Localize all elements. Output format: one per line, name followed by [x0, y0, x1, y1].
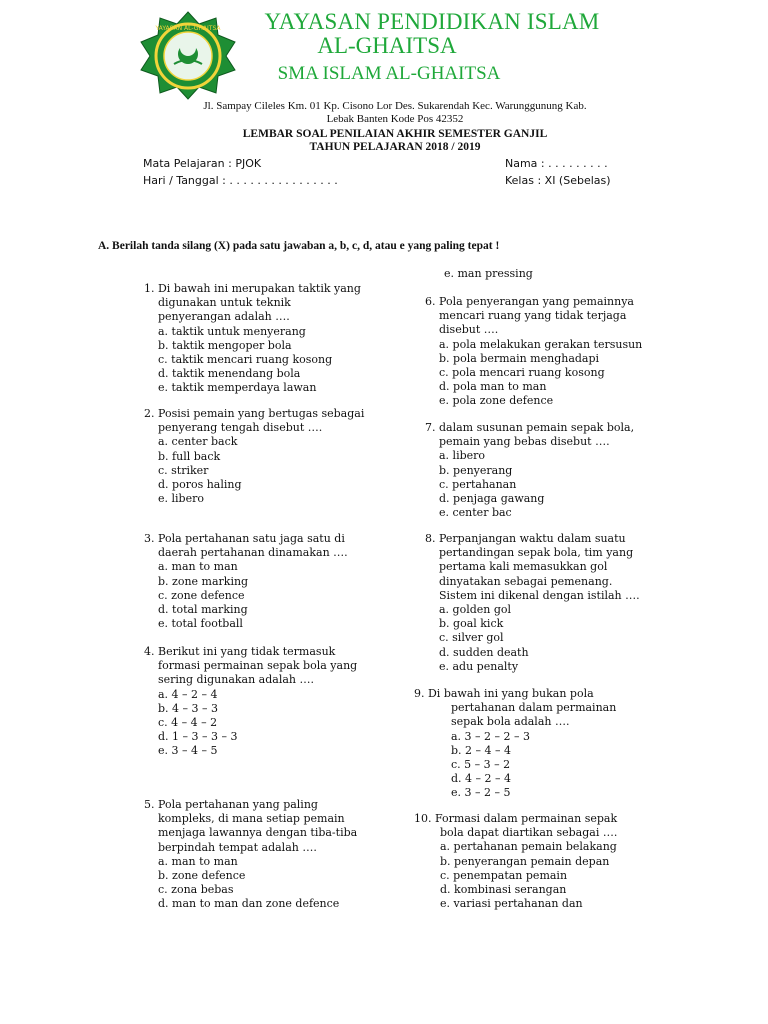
answer-option: b. goal kick [439, 617, 504, 631]
school-name: SMA ISLAM AL-GHAITSA [277, 63, 501, 85]
answer-option: d. pola man to man [439, 380, 547, 394]
question-text-line: disebut …. [439, 323, 499, 337]
answer-option: a. libero [439, 449, 486, 463]
question-7 [425, 421, 634, 520]
answer-option: b. 2 – 4 – 4 [451, 743, 512, 757]
address-line2: Lebak Banten Kode Pos 42352 [326, 113, 464, 125]
question-text-line: menjaga lawannya dengan tiba-tiba [158, 826, 358, 840]
question-text-line: penyerangan adalah …. [158, 310, 290, 324]
question-stem: 5. Pola pertahanan yang paling [144, 798, 318, 811]
question-8 [425, 532, 640, 674]
answer-option: e. taktik memperdaya lawan [158, 381, 317, 395]
question-stem: 1. Di bawah ini merupakan taktik yang [144, 282, 361, 295]
question-text-line: mencari ruang yang tidak terjaga [439, 309, 627, 323]
question-text-line: kompleks, di mana setiap pemain [158, 812, 345, 826]
answer-option: e. variasi pertahanan dan [440, 897, 583, 911]
answer-option: c. pertahanan [439, 477, 517, 491]
answer-option: b. 4 – 3 – 3 [158, 701, 219, 715]
answer-option: b. penyerang [439, 463, 513, 477]
question-text-line: sering digunakan adalah …. [158, 673, 314, 687]
question-text-line: pertandingan sepak bola, tim yang [439, 546, 634, 560]
question-2 [144, 407, 364, 506]
answer-option: e. pola zone defence [439, 394, 554, 408]
question-4 [144, 645, 357, 759]
answer-option: b. zone defence [158, 869, 246, 883]
answer-option: d. penjaga gawang [439, 492, 545, 506]
question-stem: 2. Posisi pemain yang bertugas sebagai [144, 407, 365, 420]
class-field: Kelas : XI (Sebelas) [505, 174, 611, 187]
answer-option: d. taktik menendang bola [158, 367, 301, 381]
answer-option: a. taktik untuk menyerang [158, 324, 306, 338]
answer-option: a. center back [158, 435, 238, 449]
answer-option: c. zona bebas [158, 883, 234, 897]
answer-option: e. 3 – 4 – 5 [158, 744, 218, 758]
question-text-line: digunakan untuk teknik [158, 296, 291, 310]
question-stem: 6. Pola penyerangan yang pemainnya [425, 295, 634, 308]
question-text-line: daerah pertahanan dinamakan …. [158, 546, 348, 560]
answer-option: c. penempatan pemain [440, 868, 568, 882]
question-6 [425, 295, 642, 409]
question-stem: 8. Perpanjangan waktu dalam suatu [425, 532, 626, 545]
answer-option: c. 5 – 3 – 2 [451, 758, 511, 772]
question-text-line: pertama kali memasukkan gol [439, 560, 608, 574]
question-5-continued [444, 267, 533, 281]
answer-option: d. 1 – 3 – 3 – 3 [158, 730, 238, 744]
answer-option: a. pertahanan pemain belakang [440, 840, 617, 854]
question-text-line: berpindah tempat adalah …. [158, 840, 317, 854]
question-text-line: penyerang tengah disebut …. [158, 421, 323, 435]
answer-option: c. taktik mencari ruang kosong [158, 353, 333, 367]
question-stem: 3. Pola pertahanan satu jaga satu di [144, 532, 345, 545]
question-text-line: formasi permainan sepak bola yang [158, 659, 358, 673]
answer-option: e. libero [158, 492, 204, 506]
question-5 [144, 798, 357, 912]
answer-option: b. taktik mengoper bola [158, 338, 292, 352]
logo-text: YAYASAN AL-GHAITSA [155, 25, 221, 32]
question-text-line: sepak bola adalah …. [451, 715, 570, 729]
question-1 [144, 282, 361, 396]
question-stem: 10. Formasi dalam permainan sepak [414, 812, 618, 825]
question-text-line: bola dapat diartikan sebagai …. [440, 826, 618, 840]
instruction: A. Berilah tanda silang (X) pada satu jawaban a, b, c, d, atau e yang paling tepat ! [98, 240, 500, 252]
answer-option: a. 3 – 2 – 2 – 3 [451, 729, 531, 743]
answer-option: d. kombinasi serangan [440, 883, 567, 897]
answer-option: e. center bac [439, 506, 512, 520]
foundation-name-line1: YAYASAN PENDIDIKAN ISLAM [264, 9, 600, 34]
question-9 [414, 687, 616, 801]
answer-option: d. sudden death [439, 645, 529, 659]
question-text-line: dinyatakan sebagai pemenang. [439, 574, 613, 588]
answer-option: b. zone marking [158, 574, 249, 588]
answer-option: e. adu penalty [439, 659, 519, 673]
subject-field: Mata Pelajaran : PJOK [143, 157, 262, 170]
answer-option: c. 4 – 4 – 2 [158, 716, 218, 730]
question-stem: 4. Berikut ini yang tidak termasuk [144, 645, 336, 658]
name-field: Nama : . . . . . . . . . [505, 157, 608, 170]
question-stem: 7. dalam susunan pemain sepak bola, [425, 421, 635, 434]
answer-option: e. total football [158, 617, 243, 631]
exam-title-line2: TAHUN PELAJARAN 2018 / 2019 [309, 141, 481, 153]
date-field: Hari / Tanggal : . . . . . . . . . . . . . . . . [143, 174, 338, 187]
answer-option: a. 4 – 2 – 4 [158, 687, 218, 701]
question-text-line: pemain yang bebas disebut …. [439, 435, 610, 449]
answer-option: c. striker [158, 463, 209, 477]
answer-option: d. total marking [158, 603, 248, 617]
question-text-line: Sistem ini dikenal dengan istilah …. [439, 588, 640, 602]
question-text-line: pertahanan dalam permainan [451, 701, 617, 715]
answer-option: e. 3 – 2 – 5 [451, 786, 511, 800]
school-address [140, 100, 650, 126]
answer-option: a. pola melakukan gerakan tersusun [439, 337, 643, 351]
answer-option: a. man to man [158, 560, 238, 574]
answer-option: a. man to man [158, 854, 238, 868]
question-10 [414, 812, 617, 911]
address-line1: Jl. Sampay Cileles Km. 01 Kp. Cisono Lor Des. Sukarendah Kec. Warunggunung Kab. [203, 100, 587, 112]
school-header [222, 10, 642, 84]
answer-option: c. silver gol [439, 631, 504, 645]
answer-option: c. pola mencari ruang kosong [439, 366, 605, 380]
foundation-name-line2: AL-GHAITSA [317, 33, 457, 59]
answer-option: b. penyerangan pemain depan [440, 854, 610, 868]
answer-option: c. zone defence [158, 588, 245, 602]
answer-option: b. full back [158, 449, 221, 463]
answer-option: a. golden gol [439, 603, 512, 617]
question-3 [144, 532, 348, 631]
answer-option: d. 4 – 2 – 4 [451, 772, 512, 786]
answer-option: d. poros haling [158, 478, 242, 492]
question-stem: 9. Di bawah ini yang bukan pola [414, 687, 594, 700]
answer-option: d. man to man dan zone defence [158, 897, 340, 911]
exam-title [120, 128, 670, 154]
exam-title-line1: LEMBAR SOAL PENILAIAN AKHIR SEMESTER GANJIL [242, 128, 548, 140]
answer-option: b. pola bermain menghadapi [439, 351, 600, 365]
answer-option: e. man pressing [444, 267, 533, 280]
